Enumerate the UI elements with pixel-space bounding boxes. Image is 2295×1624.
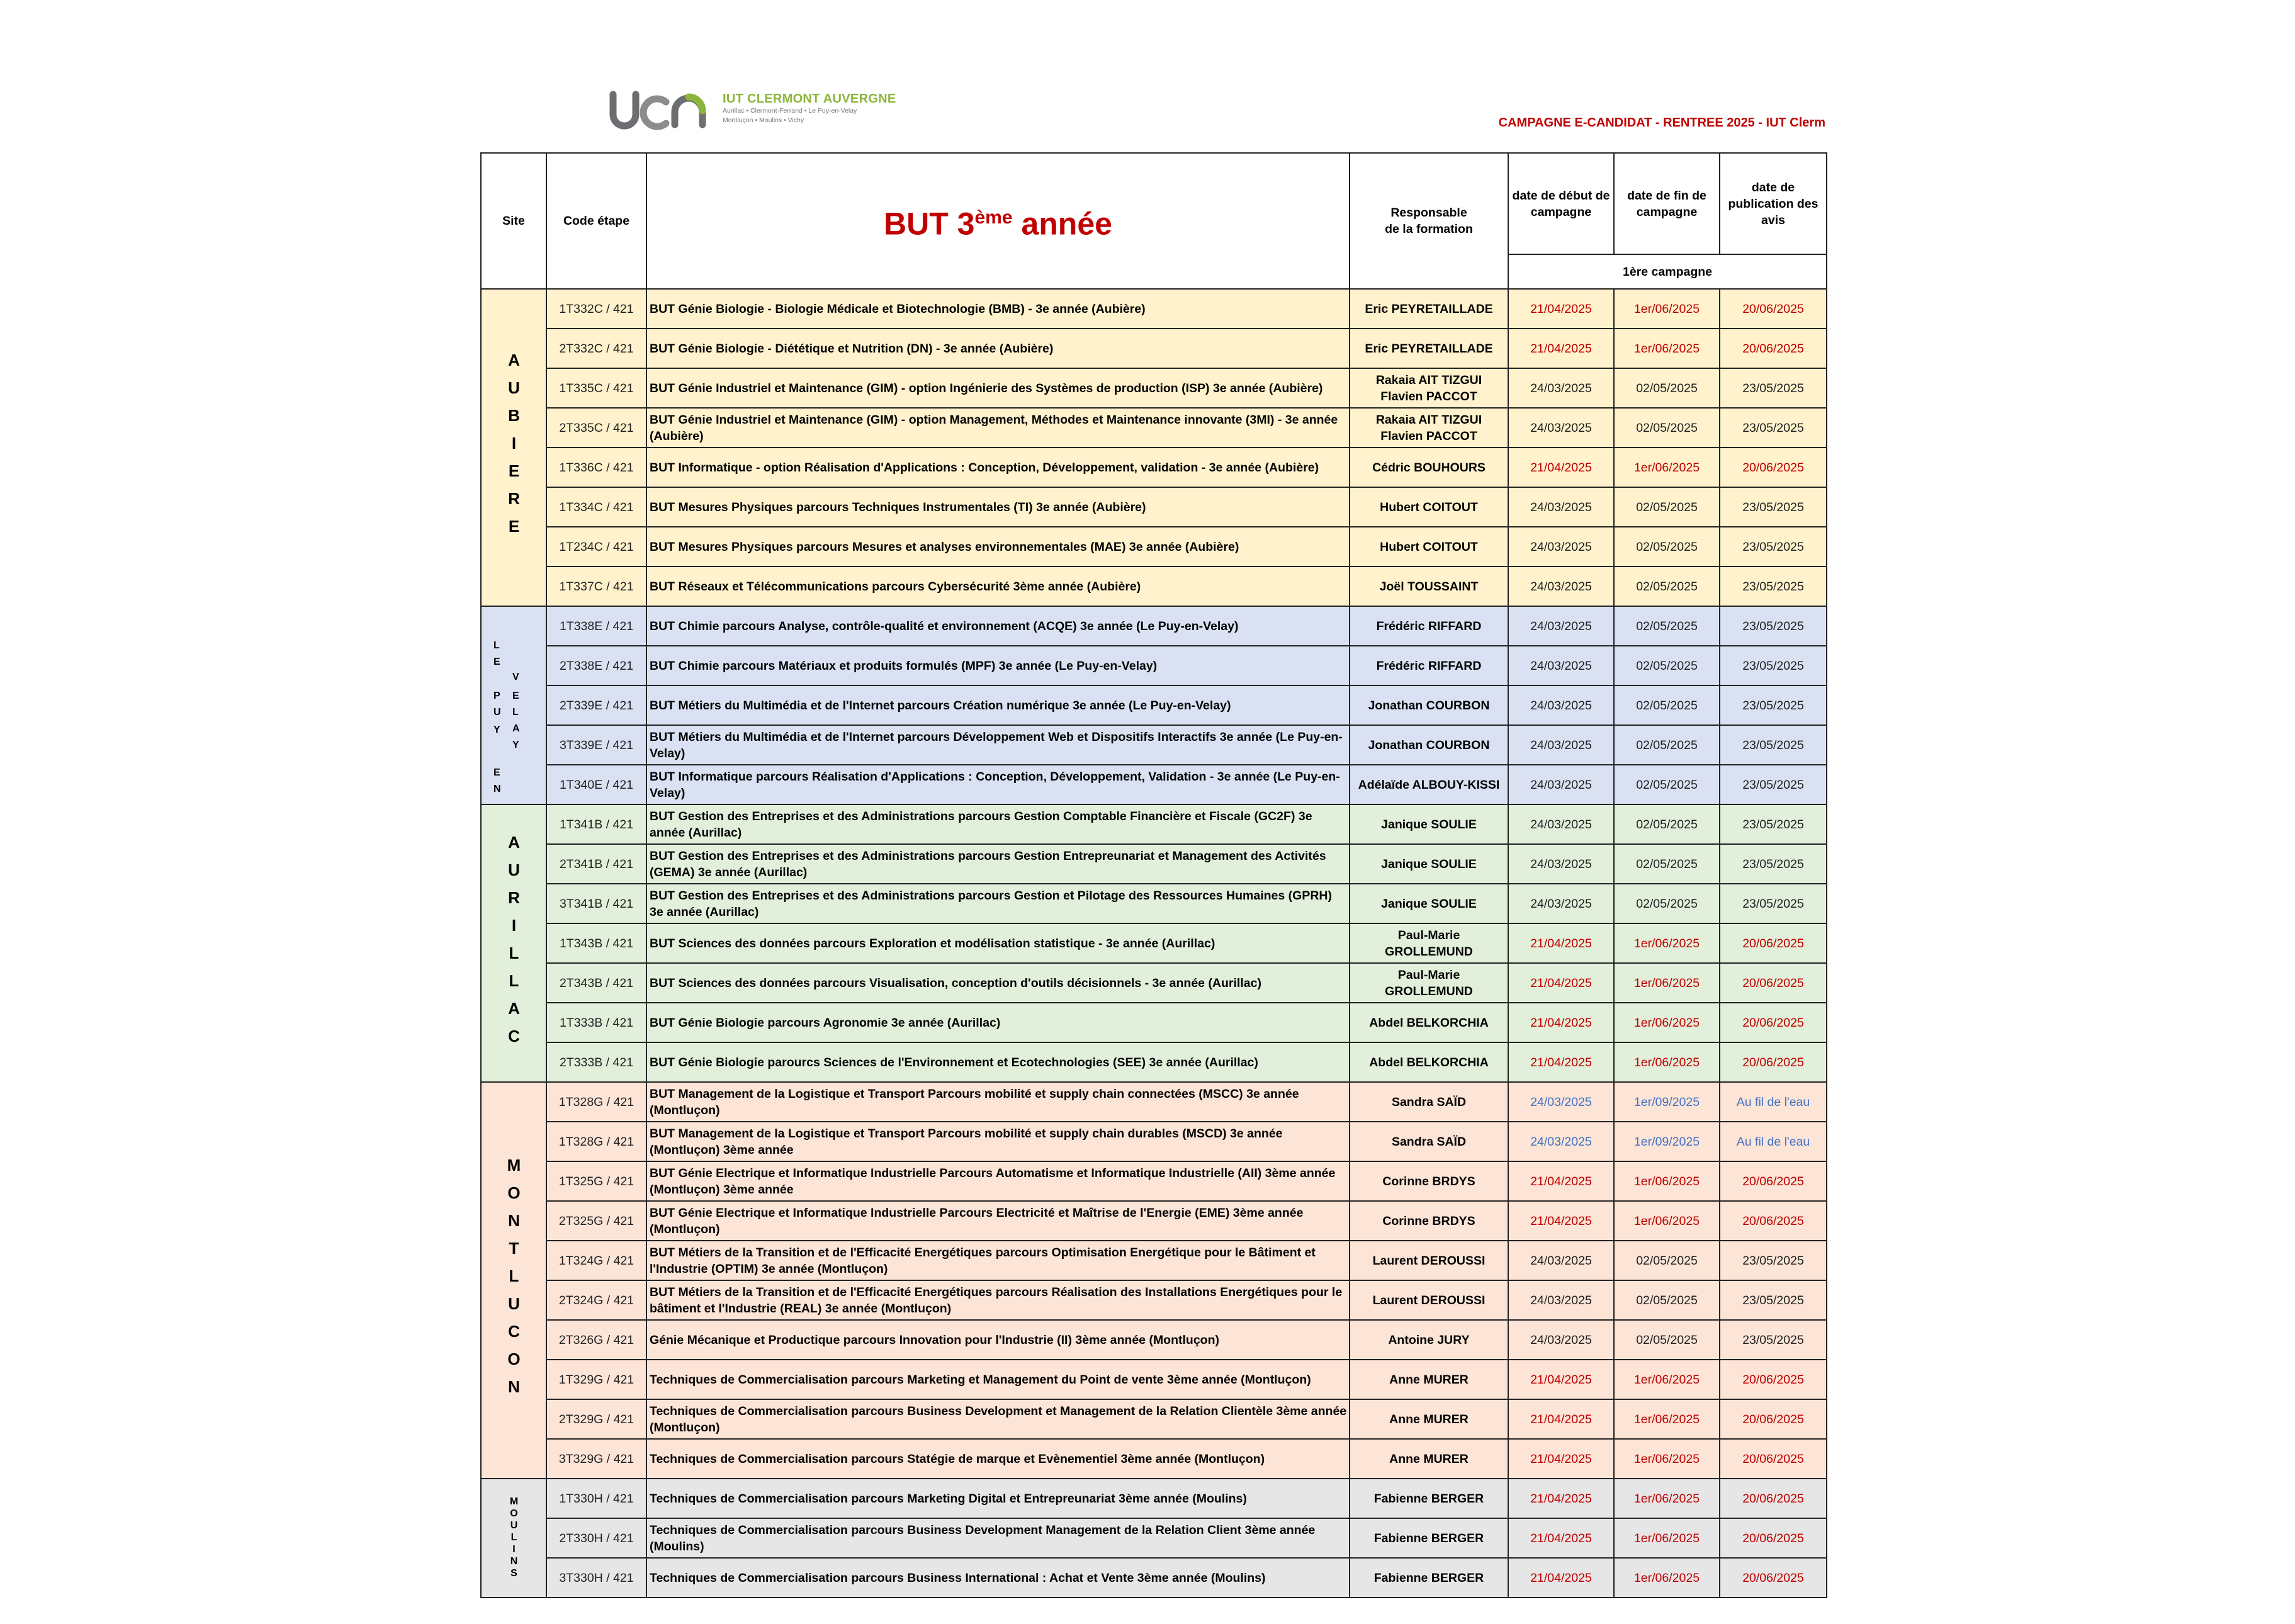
site-cell [481,1479,546,1598]
publication-date: 23/05/2025 [1720,487,1827,527]
site-letter: V [512,671,521,682]
iut-logo [604,87,894,135]
responsible-name: Anne MURER [1350,1360,1508,1399]
program-name: Génie Mécanique et Productique parcours Innovation pour l'Industrie (II) 3ème année (Montluçon) [646,1320,1350,1360]
responsible-name: Laurent DEROUSSI [1350,1280,1508,1320]
site-cell [481,606,546,804]
program-name: BUT Chimie parcours Matériaux et produits formulés (MPF) 3e année (Le Puy-en-Velay) [646,646,1350,685]
publication-date: 20/06/2025 [1720,1399,1827,1439]
campaign-end-date: 02/05/2025 [1614,487,1720,527]
program-name: BUT Mesures Physiques parcours Mesures et analyses environnementales (MAE) 3e année (Aubière) [646,527,1350,567]
campaign-end-date: 1er/06/2025 [1614,1201,1720,1241]
responsible-name: Corinne BRDYS [1350,1161,1508,1201]
publication-date: 20/06/2025 [1720,289,1827,329]
campaign-end-date: 02/05/2025 [1614,844,1720,884]
program-name: BUT Métiers du Multimédia et de l'Internet parcours Création numérique 3e année (Le Puy-en-Velay) [646,685,1350,725]
campaign-end-date: 1er/06/2025 [1614,1518,1720,1558]
site-label [483,1496,544,1580]
step-code: 1T343B / 421 [546,923,646,963]
title-sup: ème [974,207,1013,228]
responsible-name: Fabienne BERGER [1350,1518,1508,1558]
page-title [646,153,1350,289]
site-cell [481,1082,546,1479]
responsible-name: Jonathan COURBON [1350,685,1508,725]
publication-date: 23/05/2025 [1720,685,1827,725]
site-cell [481,804,546,1082]
table-row [481,1479,1827,1518]
publication-date: 20/06/2025 [1720,1042,1827,1082]
publication-date: 23/05/2025 [1720,884,1827,923]
responsible-name: Jonathan COURBON [1350,725,1508,765]
publication-date: 23/05/2025 [1720,804,1827,844]
site-label [483,1156,544,1405]
campaign-start-date: 24/03/2025 [1508,1122,1614,1161]
campaign-end-date: 1er/06/2025 [1614,1360,1720,1399]
publication-date: 20/06/2025 [1720,1479,1827,1518]
responsible-name: Antoine JURY [1350,1320,1508,1360]
publication-date: 20/06/2025 [1720,1360,1827,1399]
campaign-start-date: 24/03/2025 [1508,765,1614,804]
step-code: 1T335C / 421 [546,368,646,408]
step-code: 2T341B / 421 [546,844,646,884]
program-name: BUT Sciences des données parcours Exploration et modélisation statistique - 3e année (Aurillac) [646,923,1350,963]
campaign-start-date: 24/03/2025 [1508,1320,1614,1360]
campaign-end-date: 02/05/2025 [1614,408,1720,448]
responsible-name: Eric PEYRETAILLADE [1350,329,1508,368]
program-name: BUT Informatique - option Réalisation d'Applications : Conception, Développement, validation - 3e année (Aubière) [646,448,1350,487]
campaign-start-date: 21/04/2025 [1508,1439,1614,1479]
site-letter: N [493,783,502,794]
site-label [483,611,544,800]
publication-date: 23/05/2025 [1720,1280,1827,1320]
table-row [481,1360,1827,1399]
table-row [481,1280,1827,1320]
responsible-name: Corinne BRDYS [1350,1201,1508,1241]
program-name: BUT Mesures Physiques parcours Techniques Instrumentales (TI) 3e année (Aubière) [646,487,1350,527]
header-code: Code étape [546,153,646,289]
step-code: 1T336C / 421 [546,448,646,487]
site-label [483,351,544,544]
site-letter: Y [512,739,521,750]
campaign-end-date: 02/05/2025 [1614,646,1720,685]
header-responsible [1350,153,1508,289]
site-letter: L [512,706,520,718]
header-responsible-1: Responsable [1390,206,1467,220]
responsible-name: Frédéric RIFFARD [1350,606,1508,646]
program-name: BUT Métiers de la Transition et de l'Efficacité Energétiques parcours Réalisation des Installations Energétiques pour le bâtiment et l'Industrie (REAL) 3e année (Montluçon) [646,1280,1350,1320]
publication-date: 20/06/2025 [1720,1439,1827,1479]
program-name: BUT Génie Biologie parcours Agronomie 3e année (Aurillac) [646,1003,1350,1042]
step-code: 1T332C / 421 [546,289,646,329]
campaign-end-date: 1er/09/2025 [1614,1082,1720,1122]
campaign-end-date: 1er/06/2025 [1614,1161,1720,1201]
campaign-start-date: 21/04/2025 [1508,1161,1614,1201]
table-row [481,1558,1827,1598]
campaign-start-date: 24/03/2025 [1508,1082,1614,1122]
table-row [481,1439,1827,1479]
step-code: 1T334C / 421 [546,487,646,527]
table-row [481,963,1827,1003]
campaign-start-date: 24/03/2025 [1508,844,1614,884]
campaign-end-date: 02/05/2025 [1614,567,1720,606]
publication-date: 23/05/2025 [1720,567,1827,606]
step-code: 1T325G / 421 [546,1161,646,1201]
table-row [481,1122,1827,1161]
programs-table [480,152,1827,1598]
step-code: 2T326G / 421 [546,1320,646,1360]
step-code: 2T343B / 421 [546,963,646,1003]
step-code: 2T332C / 421 [546,329,646,368]
campaign-end-date: 02/05/2025 [1614,1320,1720,1360]
step-code: 1T324G / 421 [546,1241,646,1280]
org-name: IUT CLERMONT AUVERGNE [723,92,896,106]
org-sites-line2: Montluçon • Moulins • Vichy [723,116,804,124]
table-row [481,289,1827,329]
step-code: 3T329G / 421 [546,1439,646,1479]
site-label-text: AUBIERE [504,351,524,544]
site-letter: A [512,723,521,734]
table-row [481,606,1827,646]
publication-date: 23/05/2025 [1720,1320,1827,1360]
step-code: 1T333B / 421 [546,1003,646,1042]
site-label [483,833,544,1054]
step-code: 1T341B / 421 [546,804,646,844]
site-letter: E [512,690,521,701]
campaign-end-date: 1er/06/2025 [1614,1042,1720,1082]
program-name: BUT Informatique parcours Réalisation d'Applications : Conception, Développement, Validation - 3e année (Le Puy-en-Velay) [646,765,1350,804]
campaign-end-date: 1er/06/2025 [1614,963,1720,1003]
step-code: 2T339E / 421 [546,685,646,725]
publication-date: 20/06/2025 [1720,963,1827,1003]
responsible-name: Joël TOUSSAINT [1350,567,1508,606]
table-row [481,1082,1827,1122]
responsible-name: Janique SOULIE [1350,804,1508,844]
header-site: Site [481,153,546,289]
responsible-name: Rakaia AIT TIZGUI Flavien PACCOT [1350,368,1508,408]
campaign-start-date: 24/03/2025 [1508,725,1614,765]
program-name: BUT Management de la Logistique et Transport Parcours mobilité et supply chain durables (MSCD) 3e année (Montluçon) 3ème année [646,1122,1350,1161]
table-row [481,1399,1827,1439]
campaign-start-date: 21/04/2025 [1508,1399,1614,1439]
header-publication: date de publication des avis [1720,153,1827,254]
program-name: BUT Gestion des Entreprises et des Administrations parcours Gestion Entrepreunariat et Management des Activités (GEMA) 3e année (Aurillac) [646,844,1350,884]
responsible-name: Anne MURER [1350,1399,1508,1439]
campaign-end-date: 1er/06/2025 [1614,1558,1720,1598]
campaign-start-date: 21/04/2025 [1508,1003,1614,1042]
site-label-text: AURILLAC [504,832,524,1054]
table-row [481,765,1827,804]
publication-date: Au fil de l'eau [1720,1082,1827,1122]
campaign-start-date: 21/04/2025 [1508,1042,1614,1082]
campaign-end-date: 1er/06/2025 [1614,289,1720,329]
campaign-start-date: 24/03/2025 [1508,804,1614,844]
campaign-end-date: 1er/09/2025 [1614,1122,1720,1161]
campaign-end-date: 02/05/2025 [1614,1241,1720,1280]
responsible-name: Sandra SAÏD [1350,1082,1508,1122]
program-name: BUT Génie Biologie - Diététique et Nutrition (DN) - 3e année (Aubière) [646,329,1350,368]
campaign-end-date: 02/05/2025 [1614,725,1720,765]
responsible-name: Abdel BELKORCHIA [1350,1003,1508,1042]
publication-date: 23/05/2025 [1720,1241,1827,1280]
step-code: 2T324G / 421 [546,1280,646,1320]
program-name: BUT Chimie parcours Analyse, contrôle-qualité et environnement (ACQE) 3e année (Le Puy-en-Velay) [646,606,1350,646]
site-cell [481,289,546,606]
program-name: BUT Génie Biologie - Biologie Médicale et Biotechnologie (BMB) - 3e année (Aubière) [646,289,1350,329]
step-code: 2T333B / 421 [546,1042,646,1082]
responsible-name: Cédric BOUHOURS [1350,448,1508,487]
responsible-name: Paul-Marie GROLLEMUND [1350,923,1508,963]
header-start: date de début de campagne [1508,153,1614,254]
responsible-name: Laurent DEROUSSI [1350,1241,1508,1280]
campaign-start-date: 21/04/2025 [1508,963,1614,1003]
program-name: BUT Génie Electrique et Informatique Industrielle Parcours Automatisme et Informatique Industrielle (AII) 3ème année (Montluçon) 3ème année [646,1161,1350,1201]
campaign-end-date: 02/05/2025 [1614,368,1720,408]
campaign-start-date: 21/04/2025 [1508,329,1614,368]
program-name: BUT Génie Electrique et Informatique Industrielle Parcours Electricité et Maîtrise de l'Energie (EME) 3ème année (Montluçon) [646,1201,1350,1241]
step-code: 1T234C / 421 [546,527,646,567]
table-row [481,408,1827,448]
program-name: BUT Génie Biologie parourcs Sciences de l'Environnement et Ecotechnologies (SEE) 3e année (Aurillac) [646,1042,1350,1082]
table-row [481,1003,1827,1042]
table-row [481,646,1827,685]
site-letter: Y [493,724,502,735]
program-name: Techniques de Commercialisation parcours Marketing Digital et Entrepreunariat 3ème année (Moulins) [646,1479,1350,1518]
step-code: 1T330H / 421 [546,1479,646,1518]
table-row [481,368,1827,408]
table-row [481,725,1827,765]
program-name: BUT Génie Industriel et Maintenance (GIM) - option Ingénierie des Systèmes de production (ISP) 3e année (Aubière) [646,368,1350,408]
responsible-name: Hubert COITOUT [1350,487,1508,527]
publication-date: 23/05/2025 [1720,527,1827,567]
campaign-start-date: 24/03/2025 [1508,685,1614,725]
program-name: Techniques de Commercialisation parcours Business Development et Management de la Relation Clientèle 3ème année (Montluçon) [646,1399,1350,1439]
campaign-start-date: 24/03/2025 [1508,368,1614,408]
campaign-end-date: 02/05/2025 [1614,884,1720,923]
campaign-start-date: 21/04/2025 [1508,1201,1614,1241]
site-letter: P [493,690,502,701]
campaign-start-date: 21/04/2025 [1508,1518,1614,1558]
publication-date: 23/05/2025 [1720,844,1827,884]
table-row [481,685,1827,725]
campaign-start-date: 24/03/2025 [1508,1280,1614,1320]
step-code: 1T337C / 421 [546,567,646,606]
responsible-name: Paul-Marie GROLLEMUND [1350,963,1508,1003]
responsible-name: Hubert COITOUT [1350,527,1508,567]
campaign-start-date: 21/04/2025 [1508,1558,1614,1598]
table-row [481,448,1827,487]
publication-date: 20/06/2025 [1720,329,1827,368]
step-code: 1T328G / 421 [546,1122,646,1161]
responsible-name: Anne MURER [1350,1439,1508,1479]
campaign-start-date: 24/03/2025 [1508,1241,1614,1280]
program-name: BUT Sciences des données parcours Visualisation, conception d'outils décisionnels - 3e année (Aurillac) [646,963,1350,1003]
responsible-name: Rakaia AIT TIZGUI Flavien PACCOT [1350,408,1508,448]
campaign-end-date: 1er/06/2025 [1614,1003,1720,1042]
campaign-end-date: 1er/06/2025 [1614,329,1720,368]
table-row [481,329,1827,368]
publication-date: 20/06/2025 [1720,1201,1827,1241]
campaign-end-date: 1er/06/2025 [1614,448,1720,487]
responsible-name: Adélaïde ALBOUY-KISSI [1350,765,1508,804]
step-code: 3T330H / 421 [546,1558,646,1598]
site-letter: L [493,640,501,651]
publication-date: 20/06/2025 [1720,448,1827,487]
responsible-name: Eric PEYRETAILLADE [1350,289,1508,329]
campaign-start-date: 24/03/2025 [1508,606,1614,646]
step-code: 2T329G / 421 [546,1399,646,1439]
table-row [481,527,1827,567]
publication-date: 20/06/2025 [1720,923,1827,963]
program-name: Techniques de Commercialisation parcours Business Development Management de la Relation Client 3ème année (Moulins) [646,1518,1350,1558]
step-code: 2T335C / 421 [546,408,646,448]
program-name: BUT Réseaux et Télécommunications parcours Cybersécurité 3ème année (Aubière) [646,567,1350,606]
site-letter: E [493,656,502,667]
campaign-end-date: 1er/06/2025 [1614,1399,1720,1439]
publication-date: 23/05/2025 [1720,606,1827,646]
table-row [481,1241,1827,1280]
step-code: 1T329G / 421 [546,1360,646,1399]
table-row [481,487,1827,527]
publication-date: 23/05/2025 [1720,408,1827,448]
uca-logo-mark [604,87,711,135]
step-code: 1T328G / 421 [546,1082,646,1122]
publication-date: 20/06/2025 [1720,1518,1827,1558]
campaign-end-date: 02/05/2025 [1614,804,1720,844]
step-code: 2T325G / 421 [546,1201,646,1241]
campaign-end-date: 1er/06/2025 [1614,923,1720,963]
step-code: 1T340E / 421 [546,765,646,804]
step-code: 3T339E / 421 [546,725,646,765]
program-name: Techniques de Commercialisation parcours Business International : Achat et Vente 3ème année (Moulins) [646,1558,1350,1598]
program-name: BUT Métiers de la Transition et de l'Efficacité Energétiques parcours Optimisation Energétique pour le Bâtiment et l'Industrie (OPTIM) 3e année (Montluçon) [646,1241,1350,1280]
site-letter: E [493,767,502,778]
header-responsible-2: de la formation [1385,222,1473,236]
program-name: BUT Management de la Logistique et Transport Parcours mobilité et supply chain connectées (MSCC) 3e année (Montluçon) [646,1082,1350,1122]
campaign-start-date: 24/03/2025 [1508,567,1614,606]
campaign-end-date: 1er/06/2025 [1614,1479,1720,1518]
site-letter: U [493,706,502,718]
campaign-start-date: 21/04/2025 [1508,448,1614,487]
campaign-start-date: 24/03/2025 [1508,527,1614,567]
table-row [481,1320,1827,1360]
program-name: Techniques de Commercialisation parcours Statégie de marque et Evènementiel 3ème année (Montluçon) [646,1439,1350,1479]
program-name: BUT Métiers du Multimédia et de l'Internet parcours Développement Web et Dispositifs Interactifs 3e année (Le Puy-en-Velay) [646,725,1350,765]
step-code: 2T330H / 421 [546,1518,646,1558]
responsible-name: Sandra SAÏD [1350,1122,1508,1161]
campaign-start-date: 21/04/2025 [1508,1360,1614,1399]
site-label-text: MOULINS [509,1496,519,1580]
campaign-end-date: 02/05/2025 [1614,1280,1720,1320]
site-label-text: MONTLUCON [504,1156,524,1405]
step-code: 1T338E / 421 [546,606,646,646]
program-name: BUT Gestion des Entreprises et des Administrations parcours Gestion Comptable Financière et Fiscale (GC2F) 3e année (Aurillac) [646,804,1350,844]
table-row [481,1518,1827,1558]
responsible-name: Fabienne BERGER [1350,1479,1508,1518]
campaign-start-date: 24/03/2025 [1508,884,1614,923]
publication-date: 20/06/2025 [1720,1558,1827,1598]
campaign-start-date: 21/04/2025 [1508,1479,1614,1518]
table-row [481,884,1827,923]
publication-date: 23/05/2025 [1720,725,1827,765]
header-end: date de fin de campagne [1614,153,1720,254]
table-row [481,923,1827,963]
publication-date: 23/05/2025 [1720,646,1827,685]
responsible-name: Fabienne BERGER [1350,1558,1508,1598]
table-row [481,804,1827,844]
campaign-end-date: 02/05/2025 [1614,606,1720,646]
campaign-end-date: 02/05/2025 [1614,765,1720,804]
responsible-name: Frédéric RIFFARD [1350,646,1508,685]
campaign-end-date: 02/05/2025 [1614,527,1720,567]
publication-date: 20/06/2025 [1720,1003,1827,1042]
step-code: 3T341B / 421 [546,884,646,923]
publication-date: 20/06/2025 [1720,1161,1827,1201]
campaign-start-date: 21/04/2025 [1508,289,1614,329]
publication-date: 23/05/2025 [1720,368,1827,408]
org-sites-line1: Aurillac • Clermont-Ferrand • Le Puy-en-Velay [723,107,857,115]
responsible-name: Janique SOULIE [1350,884,1508,923]
table-row [481,1201,1827,1241]
program-name: BUT Génie Industriel et Maintenance (GIM) - option Management, Méthodes et Maintenance innovante (3MI) - 3e année (Aubière) [646,408,1350,448]
title-end: année [1012,206,1112,242]
program-name: BUT Gestion des Entreprises et des Administrations parcours Gestion et Pilotage des Ressources Humaines (GPRH) 3e année (Aurillac) [646,884,1350,923]
step-code: 2T338E / 421 [546,646,646,685]
table-row [481,1161,1827,1201]
title-main: BUT 3 [884,206,975,242]
responsible-name: Abdel BELKORCHIA [1350,1042,1508,1082]
program-name: Techniques de Commercialisation parcours Marketing et Management du Point de vente 3ème année (Montluçon) [646,1360,1350,1399]
table-row [481,1042,1827,1082]
campaign-end-date: 1er/06/2025 [1614,1439,1720,1479]
campaign-start-date: 24/03/2025 [1508,646,1614,685]
campaign-start-date: 21/04/2025 [1508,923,1614,963]
campaign-start-date: 24/03/2025 [1508,408,1614,448]
campaign-title: CAMPAGNE E-CANDIDAT - RENTREE 2025 - IUT Clerm [1498,116,1825,130]
table-row [481,844,1827,884]
campaign-label: 1ère campagne [1508,254,1827,289]
table-row [481,567,1827,606]
responsible-name: Janique SOULIE [1350,844,1508,884]
publication-date: 23/05/2025 [1720,765,1827,804]
publication-date: Au fil de l'eau [1720,1122,1827,1161]
campaign-start-date: 24/03/2025 [1508,487,1614,527]
campaign-end-date: 02/05/2025 [1614,685,1720,725]
